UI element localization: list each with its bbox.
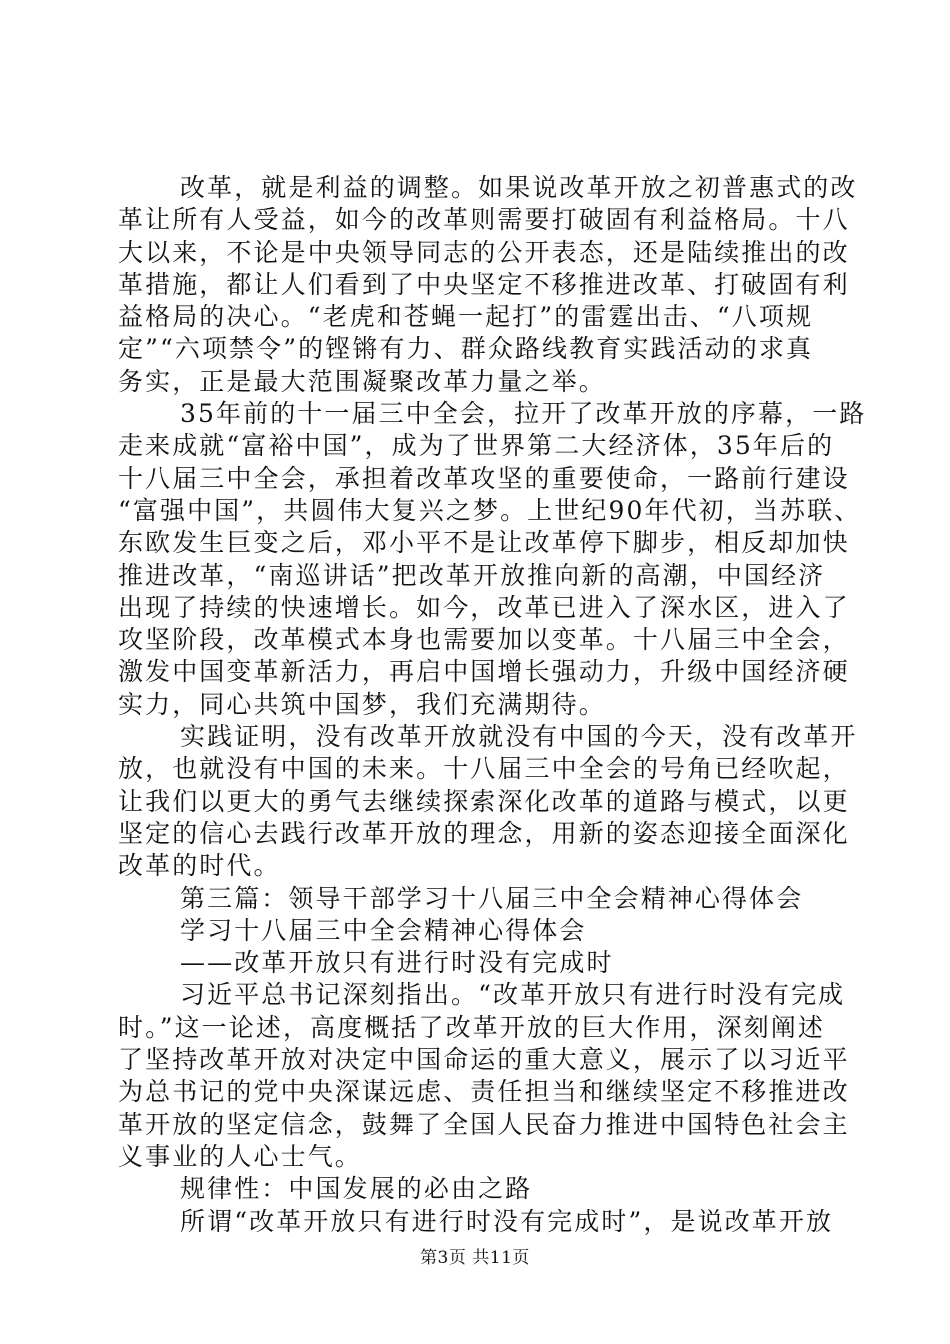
- article-title: 学习十八届三中全会精神心得体会: [180, 915, 587, 945]
- text-line: 推进改革，“南巡讲话”把改革开放推向新的高潮，中国经济: [118, 560, 826, 590]
- text-line: 激发中国变革新活力，再启中国增长强动力，升级中国经济硬: [118, 657, 850, 687]
- text-line: 攻坚阶段，改革模式本身也需要加以变革。十八届三中全会，: [118, 625, 850, 655]
- article-subtitle: ——改革开放只有进行时没有完成时: [180, 948, 614, 978]
- text-line: 义事业的人心士气。: [118, 1141, 362, 1171]
- page-number-footer: 第3页 共11页: [420, 1248, 530, 1268]
- text-line: 改革，就是利益的调整。如果说改革开放之初普惠式的改: [180, 173, 858, 202]
- text-line: 革让所有人受益，如今的改革则需要打破固有利益格局。十八: [118, 205, 850, 235]
- text-line: 十八届三中全会，承担着改革攻坚的重要使命，一路前行建设: [118, 463, 850, 493]
- text-line: 大以来，不论是中央领导同志的公开表态，还是陆续推出的改: [118, 237, 850, 267]
- text-line: 东欧发生巨变之后，邓小平不是让改革停下脚步，相反却加快: [118, 528, 850, 558]
- text-line: 务实，正是最大范围凝聚改革力量之举。: [118, 366, 606, 396]
- text-line: 改革的时代。: [118, 851, 281, 881]
- text-line: 出现了持续的快速增长。如今，改革已进入了深水区，进入了: [118, 592, 850, 622]
- subsection-heading: 规律性：中国发展的必由之路: [180, 1174, 533, 1204]
- text-line: 所谓“改革开放只有进行时没有完成时”，是说改革开放: [180, 1206, 834, 1236]
- text-line: 放，也就没有中国的未来。十八届三中全会的号角已经吹起，: [118, 754, 850, 784]
- text-line: 让我们以更大的勇气去继续探索深化改革的道路与模式，以更: [118, 786, 850, 816]
- text-line: 了坚持改革开放对决定中国命运的重大意义，展示了以习近平: [118, 1045, 850, 1075]
- document-body: [118, 172, 867, 1238]
- section-heading: 第三篇：领导干部学习十八届三中全会精神心得体会: [180, 883, 804, 913]
- text-line: 习近平总书记深刻指出。“改革开放只有进行时没有完成: [180, 980, 846, 1010]
- text-line: 革措施，都让人们看到了中央坚定不移推进改革、打破固有利: [118, 269, 850, 299]
- text-line: 时。”这一论述，高度概括了改革开放的巨大作用，深刻阐述: [118, 1012, 825, 1042]
- text-line: 实践证明，没有改革开放就没有中国的今天，没有改革开: [180, 722, 858, 752]
- text-line: “富强中国”，共圆伟大复兴之梦。上世纪90年代初，当苏联、: [118, 495, 862, 525]
- text-line: 实力，同心共筑中国梦，我们充满期待。: [118, 689, 606, 719]
- text-line: 为总书记的党中央深谋远虑、责任担当和继续坚定不移推进改: [118, 1077, 850, 1107]
- text-line: 益格局的决心。“老虎和苍蝇一起打”的雷霆出击、“八项规: [118, 302, 814, 332]
- text-line: 定”“六项禁令”的铿锵有力、群众路线教育实践活动的求真: [118, 334, 814, 364]
- text-line: 坚定的信心去践行改革开放的理念，用新的姿态迎接全面深化: [118, 818, 850, 848]
- text-line: 革开放的坚定信念，鼓舞了全国人民奋力推进中国特色社会主: [118, 1109, 850, 1139]
- text-line: 35年前的十一届三中全会，拉开了改革开放的序幕，一路: [180, 399, 867, 429]
- text-line: 走来成就“富裕中国”，成为了世界第二大经济体，35年后的: [118, 431, 835, 461]
